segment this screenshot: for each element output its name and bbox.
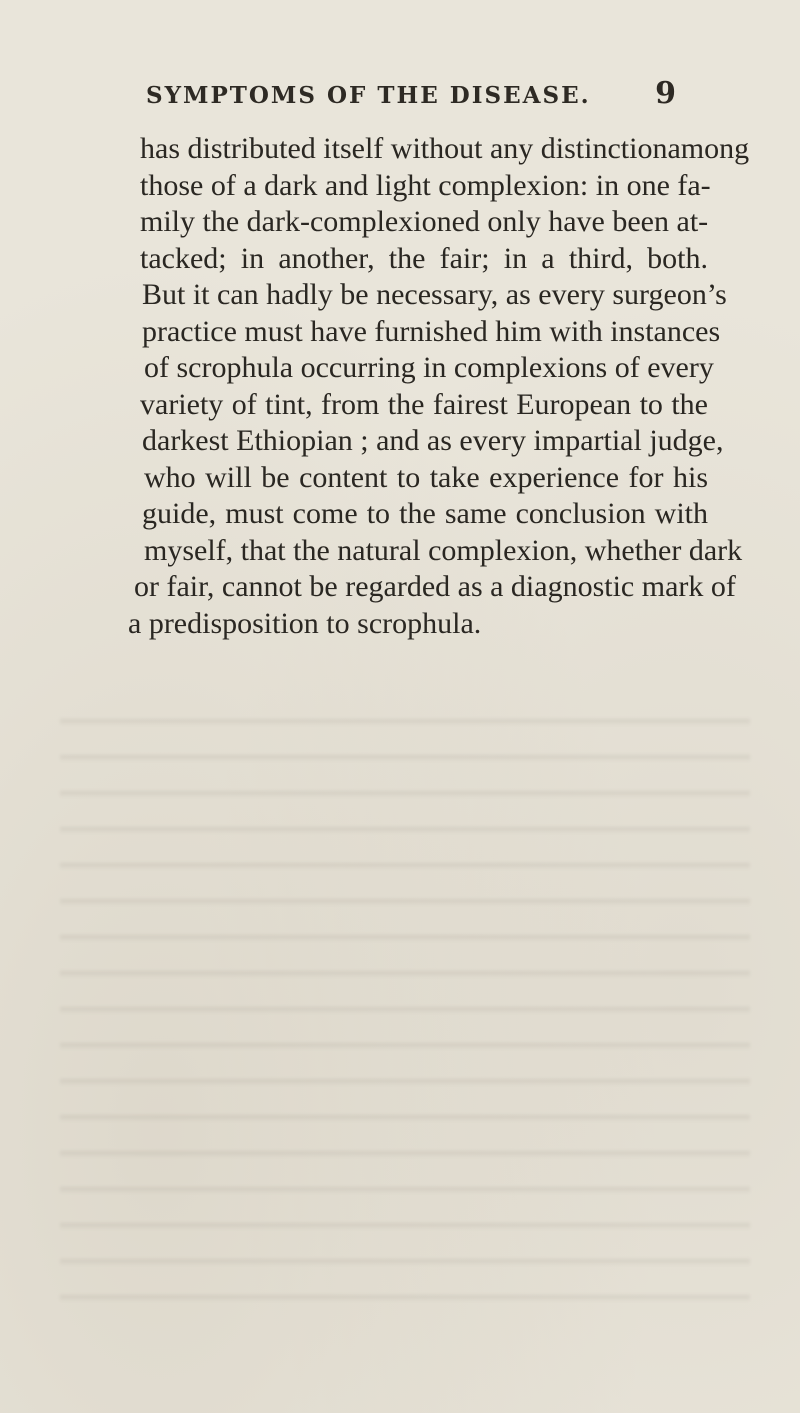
page-number: 9	[655, 76, 676, 111]
running-head: SYMPTOMS OF THE DISEASE.	[146, 82, 591, 109]
text-line: those of a dark and light complexion: in one fa-	[140, 168, 711, 202]
text-line: But it can hadly be necessary, as every surgeon’s	[142, 278, 727, 311]
text-line: variety of tint, from the fairest European to the	[140, 387, 708, 421]
text-line: darkest Ethiopian ; and as every impartial judge,	[142, 424, 724, 457]
text-line: or fair, cannot be regarded as a diagnostic mark of	[134, 570, 736, 603]
show-through-bleed	[60, 700, 750, 1320]
body-text	[128, 131, 750, 642]
text-line: who will be content to take experience for his	[144, 460, 708, 494]
text-line: of scrophula occurring in complexions of every	[144, 351, 714, 384]
text-line: myself, that the natural complexion, whether dark	[144, 533, 743, 567]
page-header	[146, 76, 676, 118]
text-line: a predisposition to scrophula.	[128, 606, 482, 640]
text-line: mily the dark-complexioned only have been at-	[140, 205, 709, 238]
text-line: practice must have furnished him with instances	[142, 314, 721, 348]
text-line: tacked; in another, the fair; in a third, both.	[140, 241, 708, 275]
text-line: guide, must come to the same conclusion with	[142, 497, 708, 530]
text-line: has distributed itself without any distinctionamong	[140, 132, 750, 165]
